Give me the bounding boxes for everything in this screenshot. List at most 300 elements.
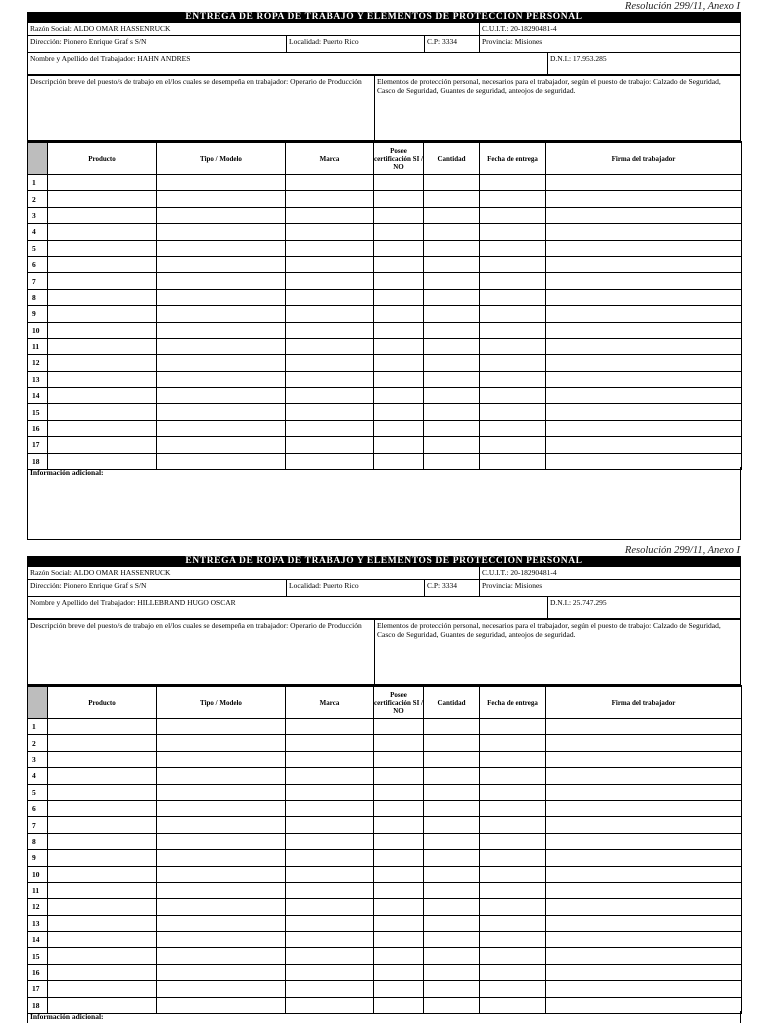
- firma-cell[interactable]: [546, 240, 742, 256]
- tipo-modelo-cell[interactable]: [157, 355, 286, 371]
- tipo-modelo-cell[interactable]: [157, 800, 286, 816]
- tipo-modelo-cell[interactable]: [157, 866, 286, 882]
- tipo-modelo-cell[interactable]: [157, 371, 286, 387]
- marca-cell[interactable]: [286, 207, 374, 223]
- certificacion-cell[interactable]: [374, 964, 424, 980]
- fecha-entrega-cell[interactable]: [480, 882, 546, 898]
- cantidad-cell[interactable]: [424, 817, 480, 833]
- certificacion-cell[interactable]: [374, 273, 424, 289]
- certificacion-cell[interactable]: [374, 866, 424, 882]
- cantidad-cell[interactable]: [424, 800, 480, 816]
- tipo-modelo-cell[interactable]: [157, 981, 286, 997]
- fecha-entrega-cell[interactable]: [480, 191, 546, 207]
- firma-header: Firma del trabajador: [546, 686, 742, 719]
- marca-cell[interactable]: [286, 371, 374, 387]
- producto-cell[interactable]: [48, 948, 157, 964]
- worker-row: [27, 597, 741, 619]
- cantidad-cell[interactable]: [424, 338, 480, 354]
- firma-cell[interactable]: [546, 388, 742, 404]
- certificacion-cell[interactable]: [374, 817, 424, 833]
- firma-cell[interactable]: [546, 784, 742, 800]
- fecha-entrega-cell[interactable]: [480, 420, 546, 436]
- producto-cell[interactable]: [48, 306, 157, 322]
- firma-cell[interactable]: [546, 735, 742, 751]
- puesto-description: Descripción breve del puesto/s de trabajo en el/los cuales se desempeña en trabajador: Operario de Producción: [30, 77, 362, 86]
- certificacion-cell[interactable]: [374, 338, 424, 354]
- producto-cell[interactable]: [48, 899, 157, 915]
- firma-cell[interactable]: [546, 338, 742, 354]
- marca-cell[interactable]: [286, 866, 374, 882]
- row-number: 6: [28, 256, 48, 272]
- row-number: 3: [28, 751, 48, 767]
- tipo-modelo-cell[interactable]: [157, 289, 286, 305]
- tipo-modelo-cell[interactable]: [157, 735, 286, 751]
- direccion-field: Dirección: Pionero Enrique Graf s S/N: [30, 581, 147, 590]
- row-number: 10: [28, 866, 48, 882]
- fecha-entrega-cell[interactable]: [480, 768, 546, 784]
- table-row: [28, 355, 742, 371]
- certificacion-cell[interactable]: [374, 768, 424, 784]
- producto-cell[interactable]: [48, 932, 157, 948]
- row-number: 17: [28, 981, 48, 997]
- fecha-entrega-cell[interactable]: [480, 981, 546, 997]
- fecha-entrega-cell[interactable]: [480, 256, 546, 272]
- tipo-modelo-cell[interactable]: [157, 404, 286, 420]
- marca-cell[interactable]: [286, 322, 374, 338]
- cantidad-cell[interactable]: [424, 751, 480, 767]
- certificacion-cell[interactable]: [374, 289, 424, 305]
- certificacion-cell[interactable]: [374, 915, 424, 931]
- marca-cell[interactable]: [286, 306, 374, 322]
- producto-header: Producto: [48, 142, 157, 175]
- row-number: 13: [28, 371, 48, 387]
- certificacion-cell[interactable]: [374, 735, 424, 751]
- tipo-modelo-cell[interactable]: [157, 833, 286, 849]
- tipo-modelo-cell[interactable]: [157, 719, 286, 735]
- certificacion-cell[interactable]: [374, 306, 424, 322]
- fecha-entrega-cell[interactable]: [480, 735, 546, 751]
- tipo-modelo-cell[interactable]: [157, 306, 286, 322]
- producto-cell[interactable]: [48, 833, 157, 849]
- cantidad-cell[interactable]: [424, 932, 480, 948]
- cantidad-cell[interactable]: [424, 866, 480, 882]
- producto-cell[interactable]: [48, 850, 157, 866]
- cantidad-cell[interactable]: [424, 964, 480, 980]
- tipo-modelo-cell[interactable]: [157, 932, 286, 948]
- certificacion-cell[interactable]: [374, 437, 424, 453]
- cantidad-cell[interactable]: [424, 850, 480, 866]
- cantidad-cell[interactable]: [424, 256, 480, 272]
- fecha-entrega-cell[interactable]: [480, 817, 546, 833]
- marca-cell[interactable]: [286, 735, 374, 751]
- marca-cell[interactable]: [286, 981, 374, 997]
- marca-cell[interactable]: [286, 850, 374, 866]
- epp-required-list: Elementos de protección personal, necesarios para el trabajador, según el puesto de trabajo: Calzado de Seguridad, Casco de Seguridad, Guantes de seguridad, anteojos de seguridad.: [377, 621, 721, 639]
- epp-required-list: Elementos de protección personal, necesarios para el trabajador, según el puesto de trabajo: Calzado de Seguridad, Casco de Seguridad, Guantes de seguridad, anteojos de seguridad.: [377, 77, 721, 95]
- firma-cell[interactable]: [546, 981, 742, 997]
- cantidad-cell[interactable]: [424, 981, 480, 997]
- producto-cell[interactable]: [48, 800, 157, 816]
- fecha-entrega-cell[interactable]: [480, 322, 546, 338]
- marca-cell[interactable]: [286, 948, 374, 964]
- table-row: [28, 322, 742, 338]
- tipo-modelo-cell[interactable]: [157, 784, 286, 800]
- marca-cell[interactable]: [286, 273, 374, 289]
- cantidad-cell[interactable]: [424, 784, 480, 800]
- fecha-entrega-cell[interactable]: [480, 273, 546, 289]
- cantidad-cell[interactable]: [424, 371, 480, 387]
- cantidad-cell[interactable]: [424, 175, 480, 191]
- firma-cell[interactable]: [546, 751, 742, 767]
- fecha-entrega-cell[interactable]: [480, 964, 546, 980]
- fecha-entrega-cell[interactable]: [480, 932, 546, 948]
- firma-cell[interactable]: [546, 932, 742, 948]
- job-description-block: [27, 619, 741, 685]
- tipo-modelo-cell[interactable]: [157, 817, 286, 833]
- producto-cell[interactable]: [48, 866, 157, 882]
- fecha-entrega-cell[interactable]: [480, 784, 546, 800]
- localidad-field: Localidad: Puerto Rico: [289, 37, 359, 46]
- producto-cell[interactable]: [48, 338, 157, 354]
- fecha-entrega-cell[interactable]: [480, 915, 546, 931]
- firma-cell[interactable]: [546, 256, 742, 272]
- producto-cell[interactable]: [48, 751, 157, 767]
- firma-cell[interactable]: [546, 371, 742, 387]
- producto-cell[interactable]: [48, 719, 157, 735]
- fecha-entrega-cell[interactable]: [480, 948, 546, 964]
- firma-cell[interactable]: [546, 306, 742, 322]
- cantidad-cell[interactable]: [424, 719, 480, 735]
- certificacion-cell[interactable]: [374, 256, 424, 272]
- certificacion-cell[interactable]: [374, 981, 424, 997]
- cantidad-cell[interactable]: [424, 899, 480, 915]
- cantidad-header: Cantidad: [424, 142, 480, 175]
- tipo-modelo-cell[interactable]: [157, 322, 286, 338]
- table-row: [28, 240, 742, 256]
- tipo-modelo-cell[interactable]: [157, 175, 286, 191]
- marca-cell[interactable]: [286, 404, 374, 420]
- producto-cell[interactable]: [48, 437, 157, 453]
- fecha-entrega-cell[interactable]: [480, 371, 546, 387]
- tipo-modelo-cell[interactable]: [157, 338, 286, 354]
- worker-row: [27, 53, 741, 75]
- additional-info-block: [27, 467, 741, 540]
- producto-cell[interactable]: [48, 420, 157, 436]
- producto-cell[interactable]: [48, 175, 157, 191]
- tipo-modelo-cell[interactable]: [157, 273, 286, 289]
- table-row: [28, 175, 742, 191]
- row-number: 6: [28, 800, 48, 816]
- fecha-entrega-cell[interactable]: [480, 404, 546, 420]
- certificacion-cell[interactable]: [374, 388, 424, 404]
- tipo-modelo-header: Tipo / Modelo: [157, 142, 286, 175]
- tipo-modelo-cell[interactable]: [157, 882, 286, 898]
- tipo-modelo-cell[interactable]: [157, 768, 286, 784]
- fecha-entrega-cell[interactable]: [480, 800, 546, 816]
- producto-cell[interactable]: [48, 240, 157, 256]
- producto-cell[interactable]: [48, 371, 157, 387]
- cantidad-cell[interactable]: [424, 735, 480, 751]
- table-row: [28, 371, 742, 387]
- row-number: 1: [28, 175, 48, 191]
- row-number: 2: [28, 191, 48, 207]
- certificacion-cell[interactable]: [374, 850, 424, 866]
- firma-cell[interactable]: [546, 948, 742, 964]
- firma-cell[interactable]: [546, 719, 742, 735]
- certificacion-cell[interactable]: [374, 948, 424, 964]
- row-number: 11: [28, 338, 48, 354]
- certificacion-cell[interactable]: [374, 175, 424, 191]
- producto-cell[interactable]: [48, 768, 157, 784]
- marca-cell[interactable]: [286, 388, 374, 404]
- marca-cell[interactable]: [286, 289, 374, 305]
- firma-cell[interactable]: [546, 404, 742, 420]
- fecha-entrega-cell[interactable]: [480, 850, 546, 866]
- cantidad-cell[interactable]: [424, 768, 480, 784]
- cantidad-cell[interactable]: [424, 915, 480, 931]
- epp-delivery-form-1: [27, 2, 741, 540]
- certificacion-cell[interactable]: [374, 355, 424, 371]
- row-number: 12: [28, 355, 48, 371]
- firma-cell[interactable]: [546, 289, 742, 305]
- producto-cell[interactable]: [48, 784, 157, 800]
- products-table-header: [28, 686, 742, 719]
- marca-cell[interactable]: [286, 437, 374, 453]
- producto-cell[interactable]: [48, 388, 157, 404]
- fecha-entrega-cell[interactable]: [480, 289, 546, 305]
- razon-social-field: Razón Social: ALDO OMAR HASSENRUCK: [30, 568, 171, 577]
- company-row: [27, 23, 741, 36]
- provincia-field: Provincia: Misiones: [482, 581, 543, 590]
- producto-cell[interactable]: [48, 981, 157, 997]
- fecha-entrega-cell[interactable]: [480, 224, 546, 240]
- firma-cell[interactable]: [546, 355, 742, 371]
- firma-cell[interactable]: [546, 437, 742, 453]
- fecha-entrega-cell[interactable]: [480, 719, 546, 735]
- fecha-entrega-cell[interactable]: [480, 338, 546, 354]
- tipo-modelo-cell[interactable]: [157, 240, 286, 256]
- marca-cell[interactable]: [286, 768, 374, 784]
- row-number: 18: [28, 453, 48, 469]
- cantidad-cell[interactable]: [424, 289, 480, 305]
- tipo-modelo-cell[interactable]: [157, 437, 286, 453]
- table-row: [28, 306, 742, 322]
- certificacion-cell[interactable]: [374, 207, 424, 223]
- marca-cell[interactable]: [286, 240, 374, 256]
- table-row: [28, 981, 742, 997]
- fecha-entrega-cell[interactable]: [480, 175, 546, 191]
- products-table: [27, 685, 742, 1014]
- cantidad-cell[interactable]: [424, 833, 480, 849]
- certificacion-cell[interactable]: [374, 932, 424, 948]
- certificacion-cell[interactable]: [374, 191, 424, 207]
- cantidad-cell[interactable]: [424, 437, 480, 453]
- marca-cell[interactable]: [286, 964, 374, 980]
- table-row: [28, 915, 742, 931]
- row-number: 1: [28, 719, 48, 735]
- producto-cell[interactable]: [48, 256, 157, 272]
- firma-cell[interactable]: [546, 322, 742, 338]
- row-number: 9: [28, 850, 48, 866]
- fecha-entrega-header: Fecha de entrega: [480, 142, 546, 175]
- certificacion-cell[interactable]: [374, 404, 424, 420]
- tipo-modelo-cell[interactable]: [157, 256, 286, 272]
- marca-cell[interactable]: [286, 175, 374, 191]
- additional-info-label: Información adicional:: [30, 468, 104, 477]
- cp-field: C.P: 3334: [427, 37, 458, 46]
- table-row: [28, 784, 742, 800]
- tipo-modelo-cell[interactable]: [157, 224, 286, 240]
- table-row: [28, 719, 742, 735]
- firma-cell[interactable]: [546, 866, 742, 882]
- tipo-modelo-cell[interactable]: [157, 964, 286, 980]
- fecha-entrega-cell[interactable]: [480, 751, 546, 767]
- fecha-entrega-cell[interactable]: [480, 306, 546, 322]
- cantidad-cell[interactable]: [424, 240, 480, 256]
- certificacion-header: Posee certificación SI / NO: [374, 142, 424, 175]
- cantidad-cell[interactable]: [424, 273, 480, 289]
- producto-cell[interactable]: [48, 404, 157, 420]
- producto-cell[interactable]: [48, 817, 157, 833]
- tipo-modelo-cell[interactable]: [157, 948, 286, 964]
- firma-cell[interactable]: [546, 207, 742, 223]
- cantidad-cell[interactable]: [424, 388, 480, 404]
- tipo-modelo-cell[interactable]: [157, 850, 286, 866]
- marca-cell[interactable]: [286, 833, 374, 849]
- producto-cell[interactable]: [48, 224, 157, 240]
- direccion-field: Dirección: Pionero Enrique Graf s S/N: [30, 37, 147, 46]
- tipo-modelo-cell[interactable]: [157, 751, 286, 767]
- certificacion-cell[interactable]: [374, 371, 424, 387]
- row-number: 9: [28, 306, 48, 322]
- cantidad-cell[interactable]: [424, 306, 480, 322]
- producto-cell[interactable]: [48, 273, 157, 289]
- tipo-modelo-cell[interactable]: [157, 915, 286, 931]
- cantidad-cell[interactable]: [424, 948, 480, 964]
- row-number-header: [28, 686, 48, 719]
- firma-cell[interactable]: [546, 899, 742, 915]
- marca-cell[interactable]: [286, 882, 374, 898]
- firma-cell[interactable]: [546, 273, 742, 289]
- tipo-modelo-cell[interactable]: [157, 191, 286, 207]
- firma-cell[interactable]: [546, 224, 742, 240]
- cantidad-cell[interactable]: [424, 404, 480, 420]
- marca-cell[interactable]: [286, 191, 374, 207]
- certificacion-cell[interactable]: [374, 882, 424, 898]
- producto-cell[interactable]: [48, 964, 157, 980]
- certificacion-cell[interactable]: [374, 224, 424, 240]
- cantidad-cell[interactable]: [424, 224, 480, 240]
- cantidad-cell[interactable]: [424, 882, 480, 898]
- producto-cell[interactable]: [48, 915, 157, 931]
- certificacion-cell[interactable]: [374, 800, 424, 816]
- fecha-entrega-cell[interactable]: [480, 240, 546, 256]
- marca-cell[interactable]: [286, 338, 374, 354]
- producto-cell[interactable]: [48, 735, 157, 751]
- firma-cell[interactable]: [546, 175, 742, 191]
- producto-cell[interactable]: [48, 322, 157, 338]
- certificacion-cell[interactable]: [374, 784, 424, 800]
- firma-cell[interactable]: [546, 915, 742, 931]
- tipo-modelo-cell[interactable]: [157, 899, 286, 915]
- marca-cell[interactable]: [286, 751, 374, 767]
- table-row: [28, 273, 742, 289]
- marca-cell[interactable]: [286, 932, 374, 948]
- marca-cell[interactable]: [286, 800, 374, 816]
- certificacion-cell[interactable]: [374, 899, 424, 915]
- fecha-entrega-cell[interactable]: [480, 866, 546, 882]
- firma-cell[interactable]: [546, 191, 742, 207]
- resolution-reference: Resolución 299/11, Anexo I: [624, 545, 740, 556]
- firma-cell[interactable]: [546, 817, 742, 833]
- additional-info-block: [27, 1011, 741, 1023]
- table-row: [28, 768, 742, 784]
- fecha-entrega-cell[interactable]: [480, 833, 546, 849]
- cantidad-cell[interactable]: [424, 191, 480, 207]
- row-number: 4: [28, 768, 48, 784]
- table-row: [28, 224, 742, 240]
- certificacion-cell[interactable]: [374, 420, 424, 436]
- address-row: [27, 36, 741, 53]
- fecha-entrega-cell[interactable]: [480, 899, 546, 915]
- table-row: [28, 191, 742, 207]
- fecha-entrega-cell[interactable]: [480, 437, 546, 453]
- firma-cell[interactable]: [546, 850, 742, 866]
- producto-cell[interactable]: [48, 355, 157, 371]
- tipo-modelo-cell[interactable]: [157, 388, 286, 404]
- firma-cell[interactable]: [546, 768, 742, 784]
- marca-cell[interactable]: [286, 256, 374, 272]
- producto-cell[interactable]: [48, 289, 157, 305]
- producto-cell[interactable]: [48, 191, 157, 207]
- row-number: 16: [28, 964, 48, 980]
- table-row: [28, 289, 742, 305]
- certificacion-cell[interactable]: [374, 833, 424, 849]
- table-row: [28, 882, 742, 898]
- certificacion-cell[interactable]: [374, 240, 424, 256]
- firma-cell[interactable]: [546, 882, 742, 898]
- certificacion-cell[interactable]: [374, 751, 424, 767]
- fecha-entrega-cell[interactable]: [480, 388, 546, 404]
- marca-cell[interactable]: [286, 719, 374, 735]
- firma-cell[interactable]: [546, 800, 742, 816]
- cantidad-cell[interactable]: [424, 207, 480, 223]
- fecha-entrega-cell[interactable]: [480, 355, 546, 371]
- firma-cell[interactable]: [546, 833, 742, 849]
- fecha-entrega-cell[interactable]: [480, 207, 546, 223]
- firma-cell[interactable]: [546, 964, 742, 980]
- cantidad-cell[interactable]: [424, 355, 480, 371]
- certificacion-cell[interactable]: [374, 322, 424, 338]
- tipo-modelo-cell[interactable]: [157, 207, 286, 223]
- marca-cell[interactable]: [286, 420, 374, 436]
- firma-cell[interactable]: [546, 420, 742, 436]
- certificacion-cell[interactable]: [374, 719, 424, 735]
- row-number: 12: [28, 899, 48, 915]
- tipo-modelo-cell[interactable]: [157, 420, 286, 436]
- producto-cell[interactable]: [48, 207, 157, 223]
- marca-cell[interactable]: [286, 224, 374, 240]
- cantidad-cell[interactable]: [424, 322, 480, 338]
- marca-cell[interactable]: [286, 355, 374, 371]
- marca-cell[interactable]: [286, 784, 374, 800]
- row-number: 7: [28, 817, 48, 833]
- marca-cell[interactable]: [286, 817, 374, 833]
- producto-cell[interactable]: [48, 882, 157, 898]
- marca-cell[interactable]: [286, 899, 374, 915]
- cantidad-cell[interactable]: [424, 420, 480, 436]
- marca-cell[interactable]: [286, 915, 374, 931]
